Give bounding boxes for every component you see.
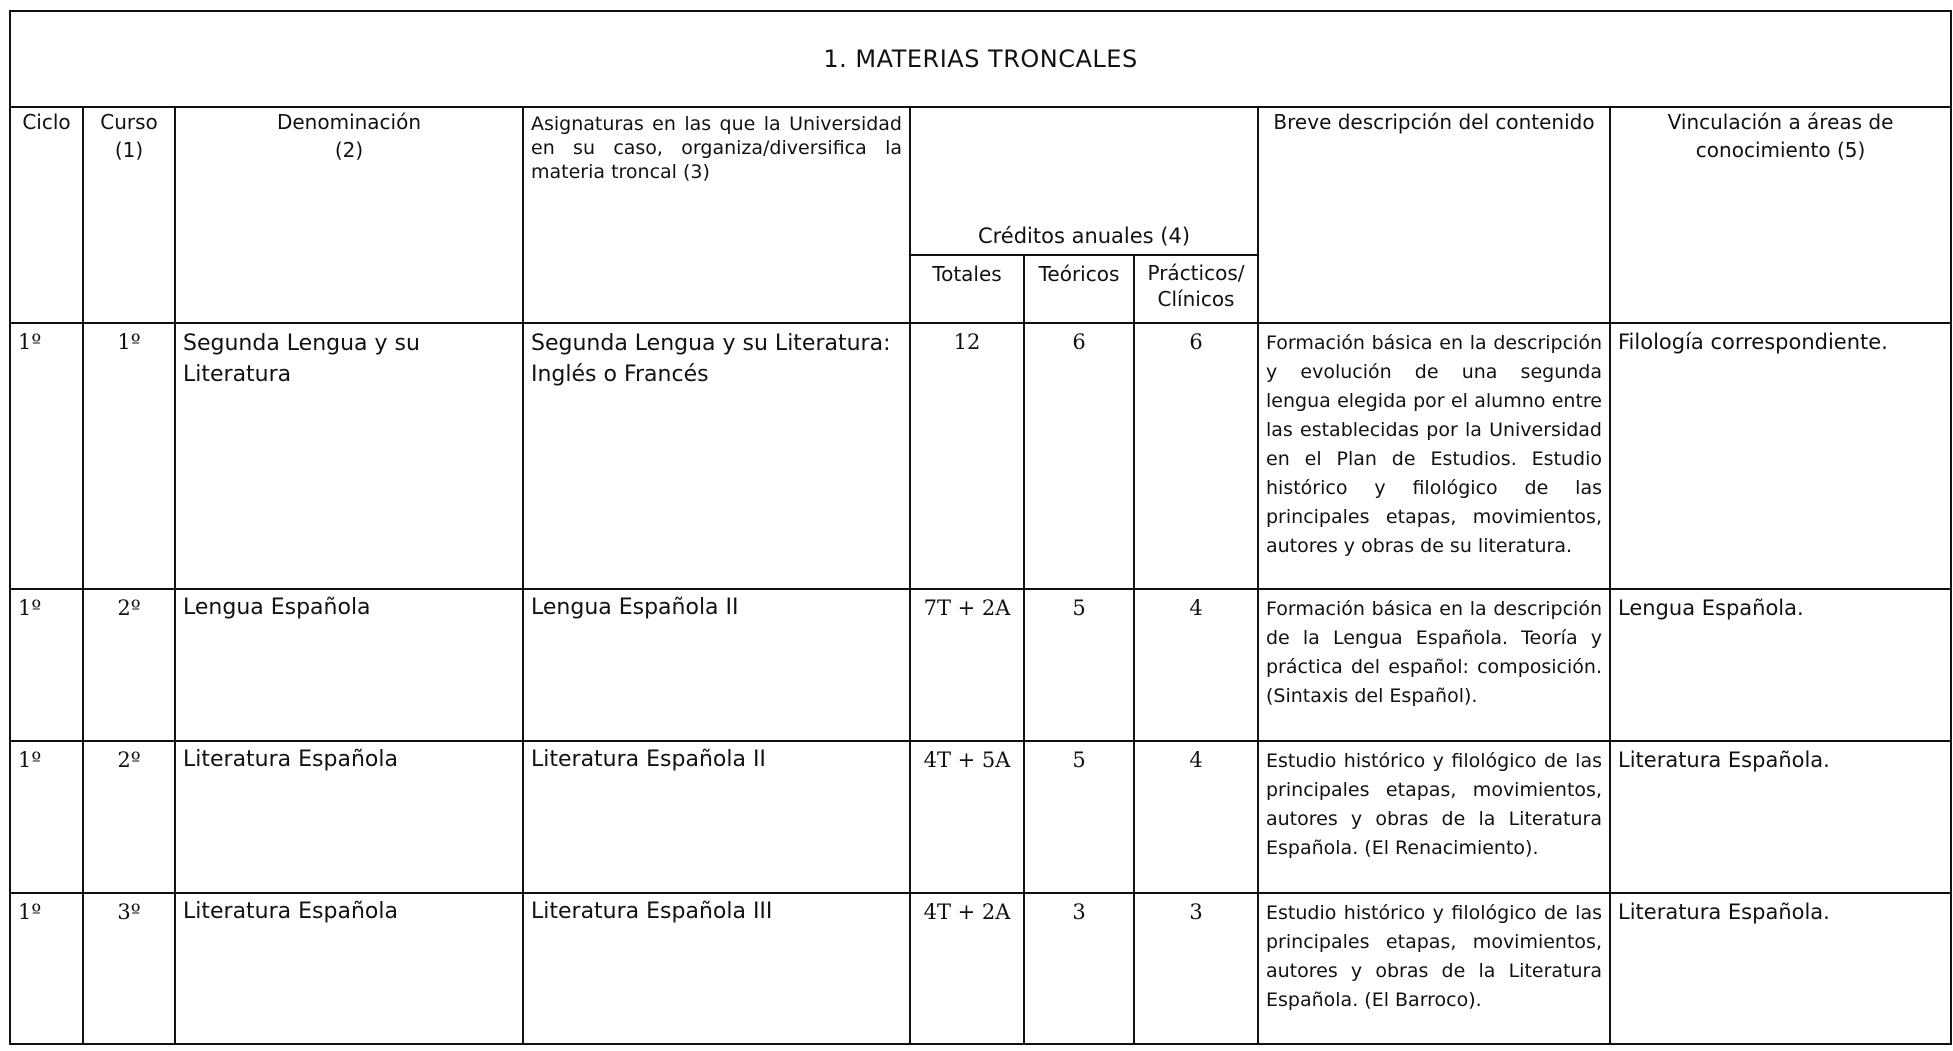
header-creditos: Créditos anuales (4) <box>910 107 1258 255</box>
cell-asignaturas: Lengua Española II <box>523 589 910 741</box>
header-totales: Totales <box>910 255 1024 323</box>
cell-practicos: 3 <box>1134 893 1258 1044</box>
cell-vinculacion: Literatura Española. <box>1610 893 1951 1044</box>
header-denominacion-note: (2) <box>334 138 364 162</box>
header-curso-label: Curso <box>100 110 158 134</box>
cell-curso: 2º <box>83 589 175 741</box>
cell-ciclo: 1º <box>10 323 83 589</box>
header-practicos: Prácticos/ Clínicos <box>1134 255 1258 323</box>
header-ciclo-label: Ciclo <box>22 110 71 134</box>
cell-totales: 7T + 2A <box>910 589 1024 741</box>
cell-asignaturas: Literatura Española II <box>523 741 910 893</box>
header-denominacion <box>175 107 523 323</box>
cell-practicos: 6 <box>1134 323 1258 589</box>
cell-teoricos: 5 <box>1024 741 1134 893</box>
header-row <box>10 107 1951 255</box>
cell-totales: 12 <box>910 323 1024 589</box>
cell-teoricos: 3 <box>1024 893 1134 1044</box>
cell-practicos: 4 <box>1134 741 1258 893</box>
cell-totales: 4T + 5A <box>910 741 1024 893</box>
table-row <box>10 893 1951 1044</box>
cell-totales: 4T + 2A <box>910 893 1024 1044</box>
title-row <box>10 11 1951 107</box>
cell-vinculacion: Lengua Española. <box>1610 589 1951 741</box>
cell-descripcion: Estudio histórico y filológico de las principales etapas, movimientos, autores y obras de la Literatura Española. (El Renacimiento). <box>1258 741 1610 893</box>
cell-curso: 2º <box>83 741 175 893</box>
table-title: 1. MATERIAS TRONCALES <box>10 11 1951 107</box>
header-teoricos: Teóricos <box>1024 255 1134 323</box>
cell-curso: 1º <box>83 323 175 589</box>
cell-practicos: 4 <box>1134 589 1258 741</box>
header-vinculacion: Vinculación a áreas de conocimiento (5) <box>1610 107 1951 323</box>
cell-vinculacion: Filología correspondiente. <box>1610 323 1951 589</box>
header-curso <box>83 107 175 323</box>
cell-denominacion: Segunda Lengua y su Literatura <box>175 323 523 589</box>
cell-descripcion: Formación básica en la descripción y evolución de una segunda lengua elegida por el alumno entre las establecidas por la Universidad en el Plan de Estudios. Estudio histórico y filológico de las principales etapas, movimientos, autores y obras de su literatura. <box>1258 323 1610 589</box>
header-ciclo <box>10 107 83 323</box>
table-row <box>10 323 1951 589</box>
table-row <box>10 741 1951 893</box>
cell-denominacion: Literatura Española <box>175 741 523 893</box>
header-descripcion: Breve descripción del contenido <box>1258 107 1610 323</box>
cell-ciclo: 1º <box>10 589 83 741</box>
header-asignaturas: Asignaturas en las que la Universidad en su caso, organiza/diversifica la materia troncal (3) <box>523 107 910 323</box>
cell-teoricos: 5 <box>1024 589 1134 741</box>
cell-teoricos: 6 <box>1024 323 1134 589</box>
cell-ciclo: 1º <box>10 741 83 893</box>
cell-denominacion: Literatura Española <box>175 893 523 1044</box>
cell-descripcion: Estudio histórico y filológico de las principales etapas, movimientos, autores y obras de la Literatura Española. (El Barroco). <box>1258 893 1610 1044</box>
cell-denominacion: Lengua Española <box>175 589 523 741</box>
header-denominacion-label: Denominación <box>276 110 422 134</box>
cell-ciclo: 1º <box>10 893 83 1044</box>
materias-troncales-table <box>9 10 1952 1045</box>
cell-asignaturas: Segunda Lengua y su Literatura: Inglés o Francés <box>523 323 910 589</box>
cell-asignaturas: Literatura Española III <box>523 893 910 1044</box>
cell-descripcion: Formación básica en la descripción de la Lengua Española. Teoría y práctica del español: composición. (Sintaxis del Español). <box>1258 589 1610 741</box>
table-row <box>10 589 1951 741</box>
cell-vinculacion: Literatura Española. <box>1610 741 1951 893</box>
header-curso-note: (1) <box>114 138 144 162</box>
cell-curso: 3º <box>83 893 175 1044</box>
